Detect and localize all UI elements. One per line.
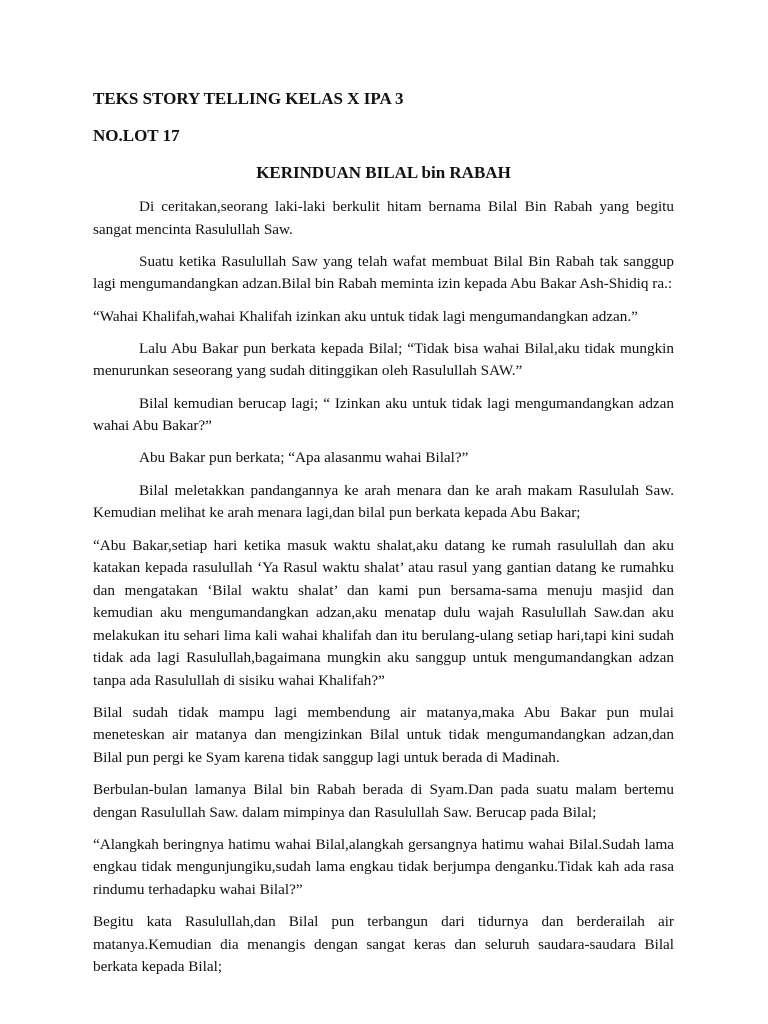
paragraph-12: Begitu kata Rasulullah,dan Bilal pun terbangun dari tidurnya dan berderailah air matanya.Kemudian dia menangis dengan sangat keras dan seluruh saudara-saudara Bilal berkata kepada Bilal; — [93, 913, 674, 976]
paragraph-6: Abu Bakar pun berkata; “Apa alasanmu wahai Bilal?” — [139, 449, 469, 467]
paragraph-3: “Wahai Khalifah,wahai Khalifah izinkan aku untuk tidak lagi mengumandangkan adzan.” — [93, 307, 638, 325]
paragraph-8: “Abu Bakar,setiap hari ketika masuk waktu shalat,aku datang ke rumah rasulullah dan aku katakan kepada rasulullah ‘Ya Rasul waktu shalat’ atau rasul yang gantian datang ke rumahku dan mengatakan ‘Bilal waktu shalat’ dan kami pun bersama-sama menuju masjid dan kemudian aku mengumandangkan adzan,aku menatap dulu wajah Rasulullah Saw.dan aku melakukan itu sehari lima kali wahai khalifah dan itu berulang-ulang setiap hari,tapi kini sudah tidak ada lagi Rasulullah,bagaimana mungkin aku sanggup untuk mengumandangkan adzan tanpa ada Rasulullah di sisiku wahai Khalifah?” — [93, 536, 674, 689]
paragraph-2: Suatu ketika Rasulullah Saw yang telah wafat membuat Bilal Bin Rabah tak sanggup lagi mengumandangkan adzan.Bilal bin Rabah meminta izin kepada Abu Bakar Ash-Shidiq ra.: — [93, 252, 674, 293]
story-body — [93, 196, 674, 979]
paragraph-5: Bilal kemudian berucap lagi; “ Izinkan aku untuk tidak lagi mengumandangkan adzan wahai Abu Bakar?” — [93, 394, 674, 435]
paragraph-4: Lalu Abu Bakar pun berkata kepada Bilal; “Tidak bisa wahai Bilal,aku tidak mungkin menurunkan seseorang yang sudah ditinggikan oleh Rasulullah SAW.” — [93, 339, 674, 380]
document-page — [93, 84, 674, 979]
document-header-lot: NO.LOT 17 — [93, 126, 180, 145]
paragraph-7: Bilal meletakkan pandangannya ke arah menara dan ke arah makam Rasululah Saw. Kemudian melihat ke arah menara lagi,dan bilal pun berkata kepada Abu Bakar; — [93, 481, 674, 522]
paragraph-11: “Alangkah beringnya hatimu wahai Bilal,alangkah gersangnya hatimu wahai Bilal.Sudah lama engkau tidak mengunjungiku,sudah lama engkau tidak berjumpa denganku.Tidak kah ada rasa rindumu terhadapku wahai Bilal?” — [93, 835, 674, 898]
document-header-class: TEKS STORY TELLING KELAS X IPA 3 — [93, 89, 404, 108]
paragraph-10: Berbulan-bulan lamanya Bilal bin Rabah berada di Syam.Dan pada suatu malam bertemu dengan Rasulullah Saw. dalam mimpinya dan Rasulullah Saw. Berucap pada Bilal; — [93, 781, 674, 821]
paragraph-9: Bilal sudah tidak mampu lagi membendung air matanya,maka Abu Bakar pun mulai meneteskan air matanya dan mengizinkan Bilal untuk tidak mengumandangkan adzan,dan Bilal pun pergi ke Syam karena tidak sanggup lagi untuk berada di Madinah. — [93, 703, 674, 766]
story-title: KERINDUAN BILAL bin RABAH — [256, 163, 511, 182]
paragraph-1: Di ceritakan,seorang laki-laki berkulit hitam bernama Bilal Bin Rabah yang begitu sangat mencinta Rasulullah Saw. — [93, 198, 674, 238]
